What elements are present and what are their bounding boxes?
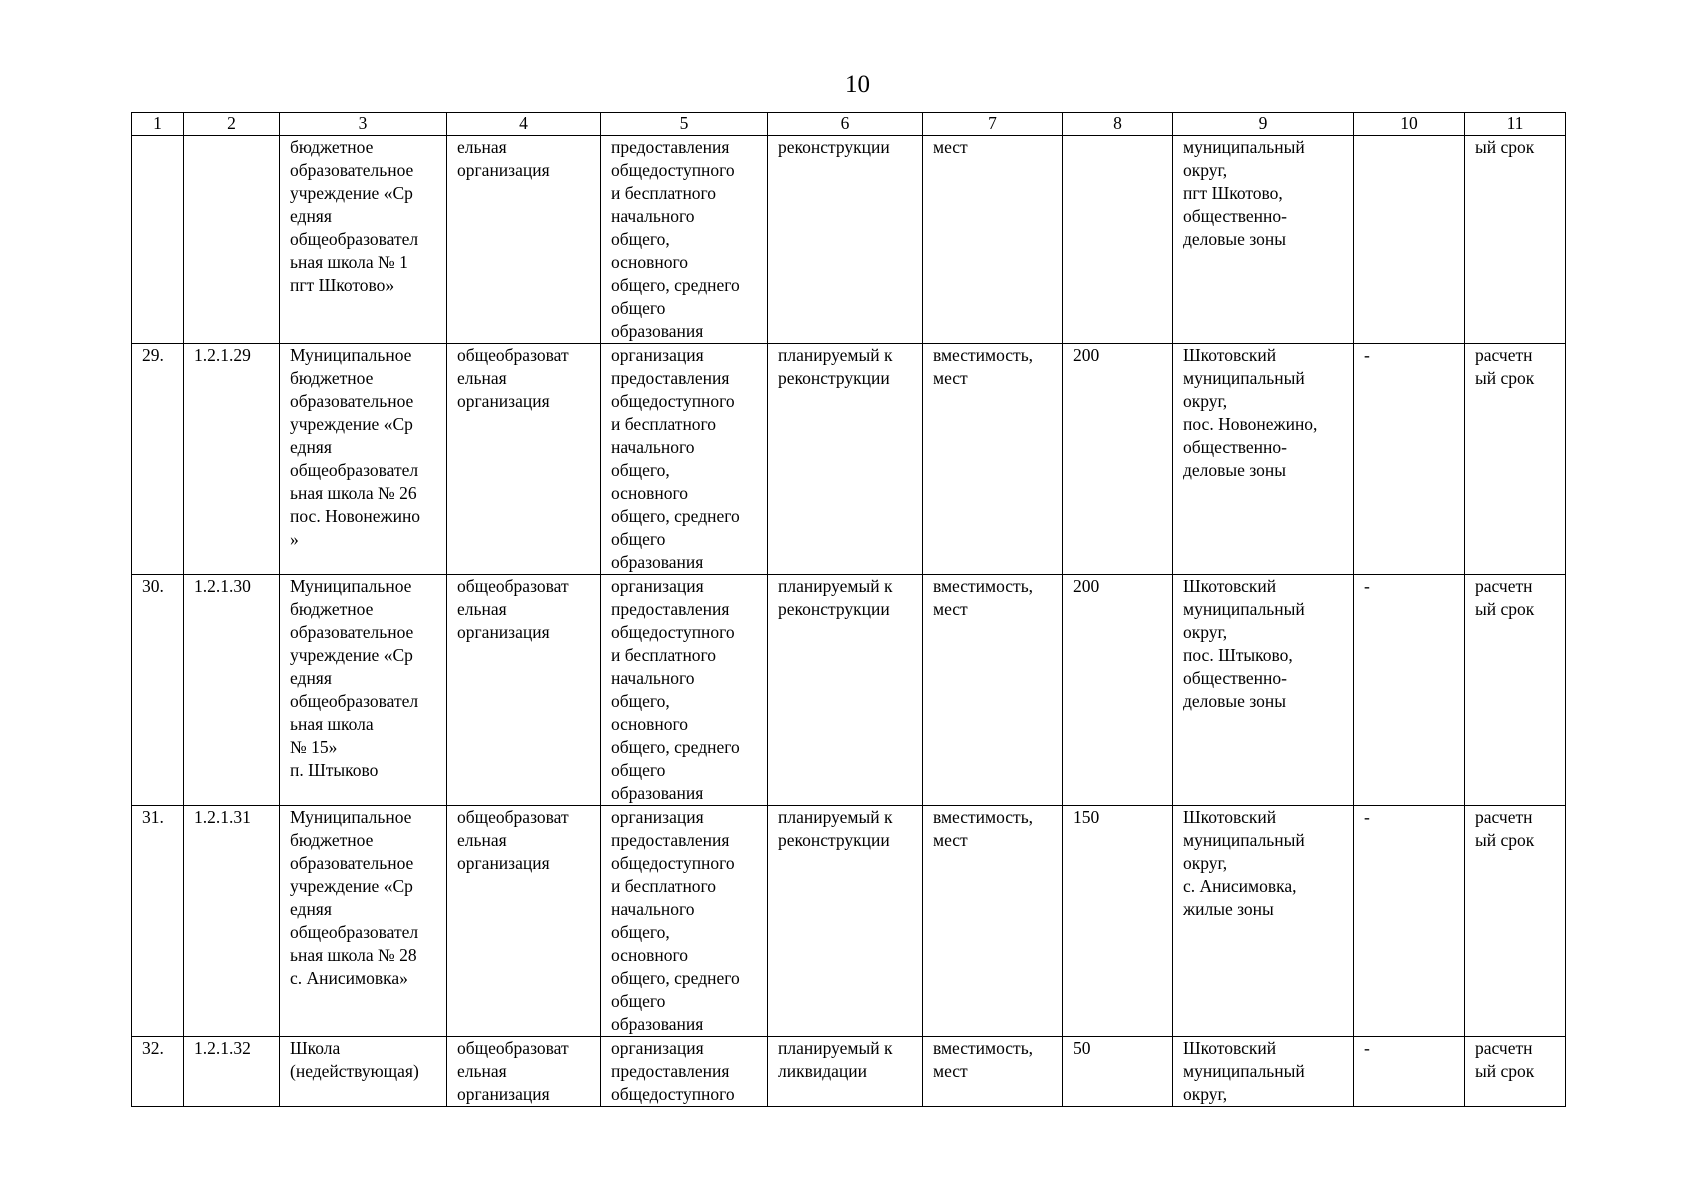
cell-zone — [1354, 136, 1465, 344]
cell-row-number — [132, 136, 184, 344]
cell-status: планируемый к ликвидации — [768, 1037, 923, 1107]
cell-purpose: предоставления общедоступного и бесплатного начального общего, основного общего, среднего общего образования — [601, 136, 768, 344]
cell-location: Шкотовский муниципальный округ, пос. Штыково, общественно- деловые зоны — [1173, 575, 1354, 806]
cell-object-name: бюджетное образовательное учреждение «Ср едняя общеобразовател ьная школа № 1 пгт Шкотово» — [280, 136, 447, 344]
cell-characteristic: вместимость, мест — [923, 806, 1063, 1037]
column-header: 5 — [601, 113, 768, 136]
cell-location: муниципальный округ, пгт Шкотово, общественно- деловые зоны — [1173, 136, 1354, 344]
cell-zone: - — [1354, 575, 1465, 806]
cell-object-name: Школа (недействующая) — [280, 1037, 447, 1107]
cell-value: 200 — [1063, 575, 1173, 806]
table-row — [132, 806, 1566, 1037]
cell-code: 1.2.1.29 — [184, 344, 280, 575]
cell-term: расчетн ый срок — [1465, 1037, 1566, 1107]
cell-code: 1.2.1.32 — [184, 1037, 280, 1107]
table-row — [132, 575, 1566, 806]
cell-status: планируемый к реконструкции — [768, 575, 923, 806]
cell-status: реконструкции — [768, 136, 923, 344]
cell-purpose: организация предоставления общедоступного и бесплатного начального общего, основного общего, среднего общего образования — [601, 575, 768, 806]
column-header: 9 — [1173, 113, 1354, 136]
cell-value — [1063, 136, 1173, 344]
cell-zone: - — [1354, 344, 1465, 575]
cell-characteristic: вместимость, мест — [923, 575, 1063, 806]
cell-status: планируемый к реконструкции — [768, 344, 923, 575]
cell-characteristic: мест — [923, 136, 1063, 344]
cell-purpose: организация предоставления общедоступного и бесплатного начального общего, основного общего, среднего общего образования — [601, 806, 768, 1037]
cell-zone: - — [1354, 806, 1465, 1037]
cell-characteristic: вместимость, мест — [923, 1037, 1063, 1107]
cell-code — [184, 136, 280, 344]
cell-location: Шкотовский муниципальный округ, с. Анисимовка, жилые зоны — [1173, 806, 1354, 1037]
cell-row-number: 32. — [132, 1037, 184, 1107]
column-header: 2 — [184, 113, 280, 136]
cell-value: 50 — [1063, 1037, 1173, 1107]
column-header: 10 — [1354, 113, 1465, 136]
column-header: 6 — [768, 113, 923, 136]
cell-zone: - — [1354, 1037, 1465, 1107]
cell-status: планируемый к реконструкции — [768, 806, 923, 1037]
cell-row-number: 29. — [132, 344, 184, 575]
cell-term: расчетн ый срок — [1465, 806, 1566, 1037]
cell-object-type: ельная организация — [447, 136, 601, 344]
cell-row-number: 30. — [132, 575, 184, 806]
cell-object-name: Муниципальное бюджетное образовательное учреждение «Ср едняя общеобразовател ьная школа № 28 с. Анисимовка» — [280, 806, 447, 1037]
cell-object-type: общеобразоват ельная организация — [447, 575, 601, 806]
cell-location: Шкотовский муниципальный округ, — [1173, 1037, 1354, 1107]
table-row — [132, 136, 1566, 344]
planned-objects-table — [131, 112, 1566, 1107]
column-number-header — [132, 113, 1566, 136]
cell-purpose: организация предоставления общедоступного и бесплатного начального общего, основного общего, среднего общего образования — [601, 344, 768, 575]
cell-row-number: 31. — [132, 806, 184, 1037]
table-row — [132, 1037, 1566, 1107]
column-header: 4 — [447, 113, 601, 136]
cell-object-type: общеобразоват ельная организация — [447, 806, 601, 1037]
column-header: 7 — [923, 113, 1063, 136]
column-header: 1 — [132, 113, 184, 136]
cell-value: 200 — [1063, 344, 1173, 575]
cell-object-name: Муниципальное бюджетное образовательное учреждение «Ср едняя общеобразовател ьная школа № 26 пос. Новонежино » — [280, 344, 447, 575]
column-header: 11 — [1465, 113, 1566, 136]
cell-term: расчетн ый срок — [1465, 344, 1566, 575]
cell-value: 150 — [1063, 806, 1173, 1037]
cell-term: ый срок — [1465, 136, 1566, 344]
cell-object-type: общеобразоват ельная организация — [447, 1037, 601, 1107]
column-header: 3 — [280, 113, 447, 136]
cell-object-name: Муниципальное бюджетное образовательное учреждение «Ср едняя общеобразовател ьная школа № 15» п. Штыково — [280, 575, 447, 806]
cell-code: 1.2.1.30 — [184, 575, 280, 806]
cell-code: 1.2.1.31 — [184, 806, 280, 1037]
page-number: 10 — [845, 71, 870, 98]
column-header: 8 — [1063, 113, 1173, 136]
cell-location: Шкотовский муниципальный округ, пос. Новонежино, общественно- деловые зоны — [1173, 344, 1354, 575]
cell-characteristic: вместимость, мест — [923, 344, 1063, 575]
cell-term: расчетн ый срок — [1465, 575, 1566, 806]
cell-purpose: организация предоставления общедоступного — [601, 1037, 768, 1107]
cell-object-type: общеобразоват ельная организация — [447, 344, 601, 575]
table-row — [132, 344, 1566, 575]
